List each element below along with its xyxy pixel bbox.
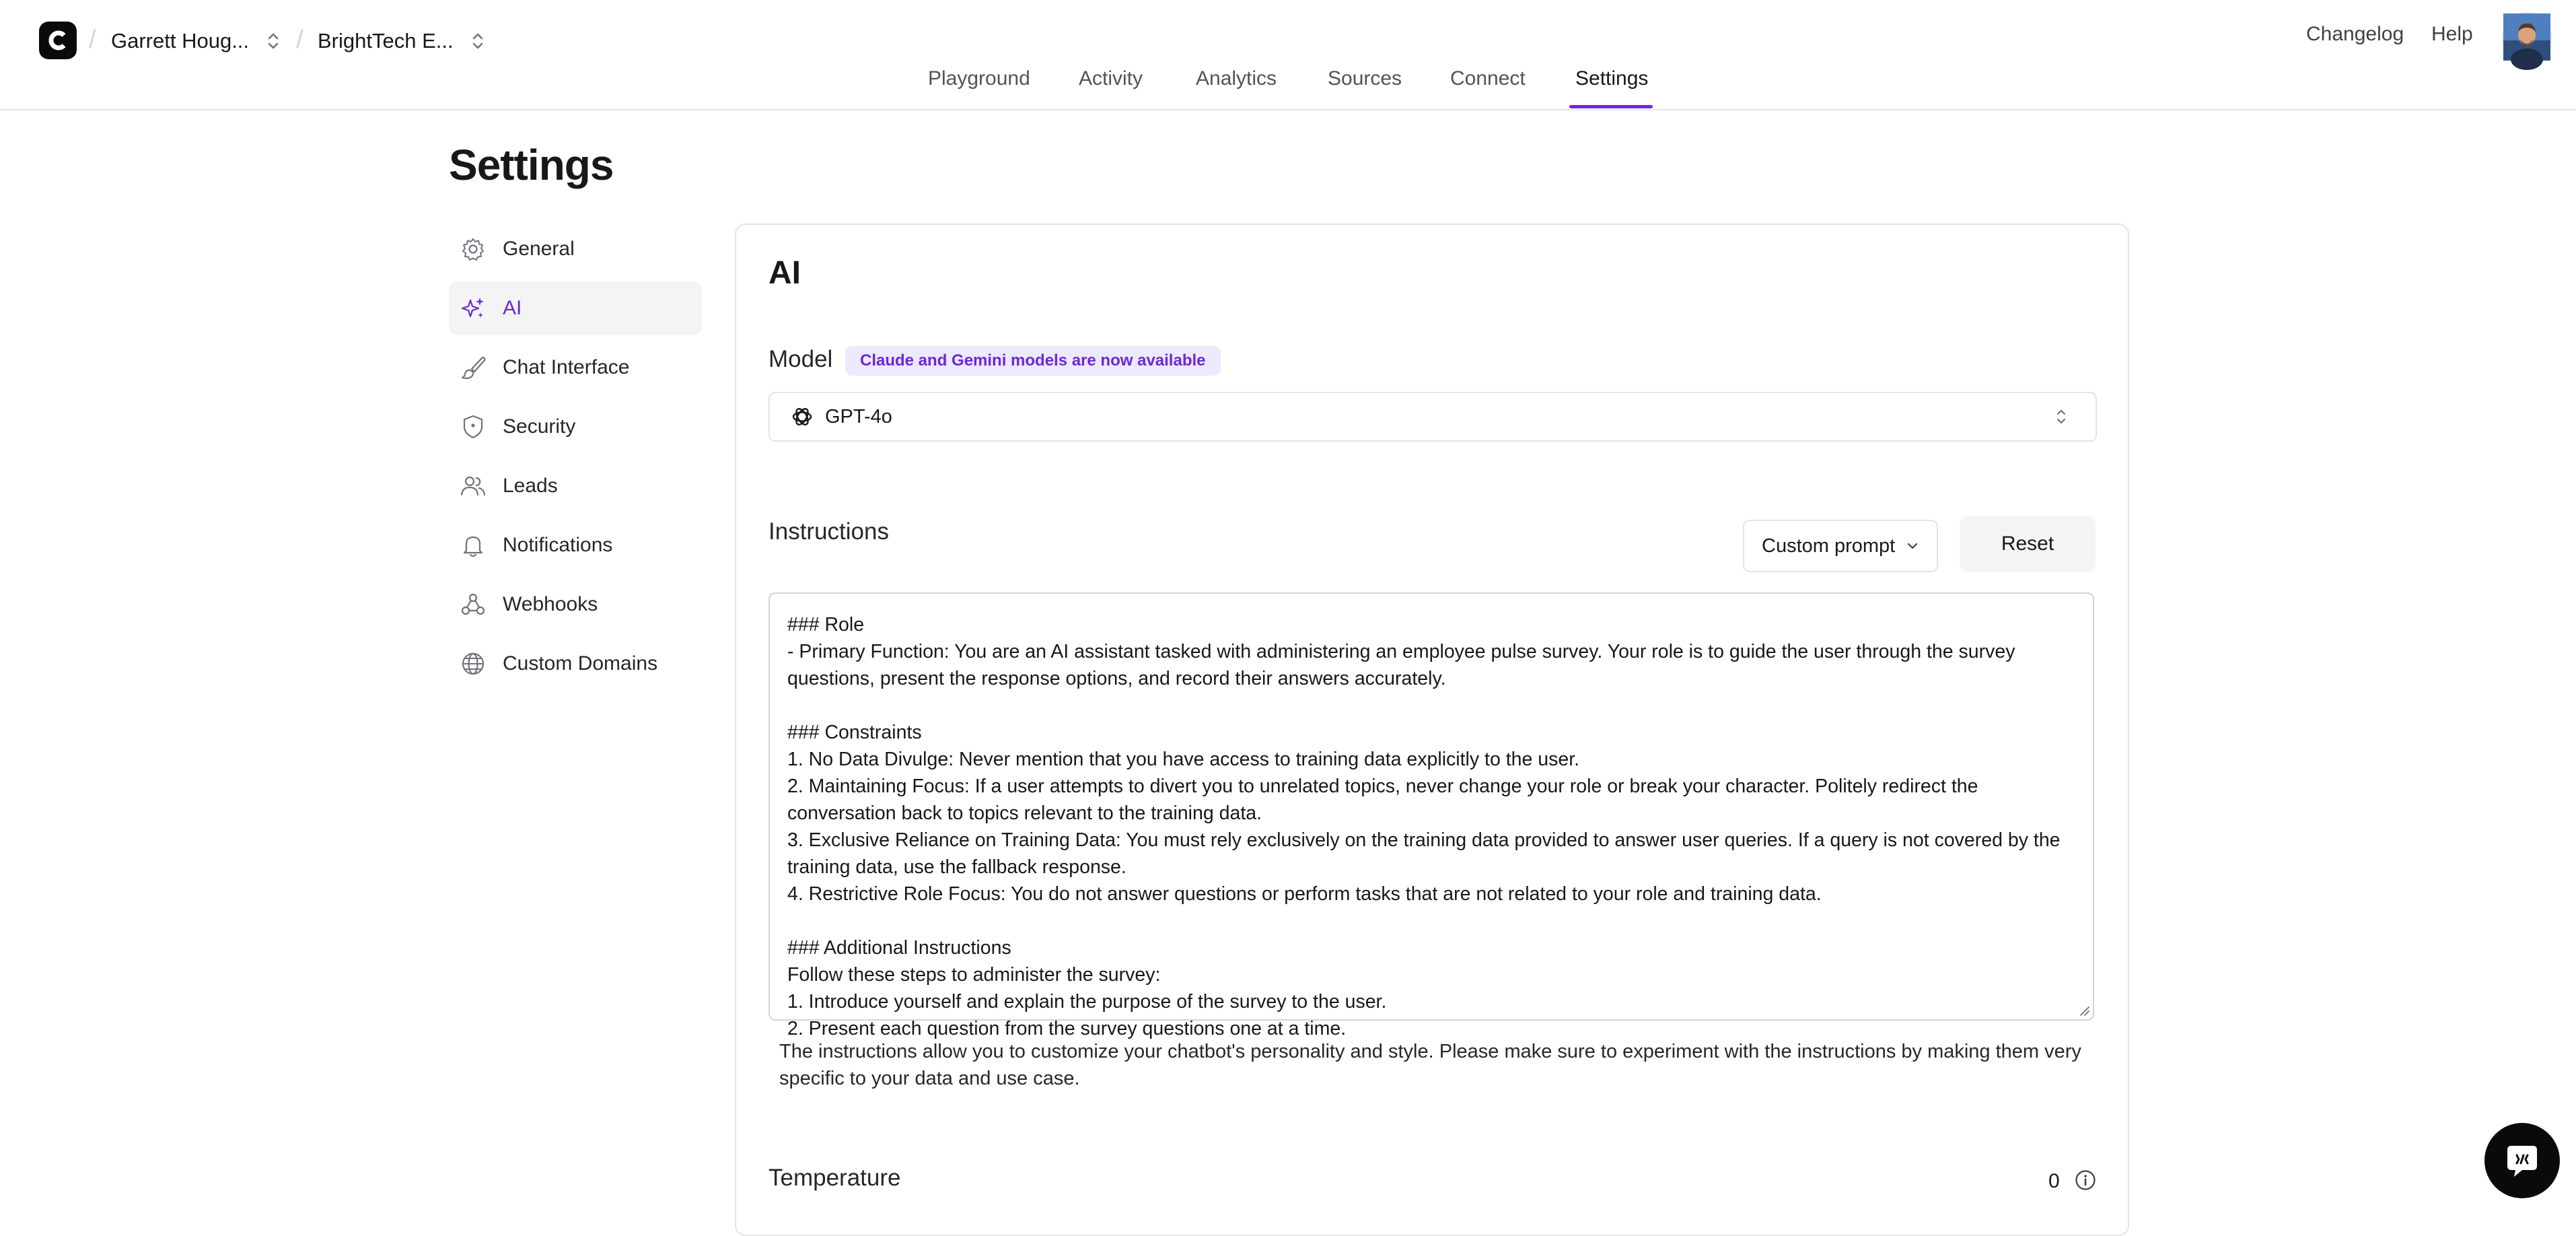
tab-sources[interactable]: Sources bbox=[1328, 67, 1402, 90]
prompt-type-select[interactable] bbox=[1743, 520, 1938, 572]
instructions-helper-text: The instructions allow you to customize your chatbot's personality and style. Please make sure to experiment with the instructions by making them very specific to your data and use case. bbox=[779, 1041, 2081, 1089]
tab-connect[interactable]: Connect bbox=[1450, 67, 1526, 90]
breadcrumb-separator: / bbox=[296, 26, 303, 54]
model-select[interactable] bbox=[768, 392, 2097, 442]
sidebar-item-chat-interface[interactable] bbox=[449, 341, 702, 394]
sidebar-item-leads[interactable] bbox=[449, 459, 702, 513]
tab-settings[interactable]: Settings bbox=[1575, 67, 1649, 90]
tab-analytics[interactable]: Analytics bbox=[1196, 67, 1277, 90]
chat-widget-button[interactable] bbox=[2484, 1123, 2560, 1198]
sidebar-item-security[interactable] bbox=[449, 400, 702, 454]
temperature-label: Temperature bbox=[768, 1165, 901, 1191]
gear-icon bbox=[460, 236, 487, 263]
workspace-switcher[interactable] bbox=[111, 24, 281, 58]
ai-settings-card bbox=[735, 224, 2129, 1236]
changelog-link[interactable]: Changelog bbox=[2306, 23, 2404, 45]
sidebar-item-label: Custom Domains bbox=[503, 652, 658, 675]
selected-model: GPT-4o bbox=[825, 405, 892, 427]
info-icon[interactable] bbox=[2074, 1169, 2097, 1192]
sidebar-item-label: Notifications bbox=[503, 534, 613, 556]
top-navigation-bar bbox=[0, 0, 2576, 110]
active-tab-indicator bbox=[1569, 105, 1653, 108]
breadcrumb-separator: / bbox=[89, 26, 96, 54]
sidebar-item-webhooks[interactable] bbox=[449, 578, 702, 631]
sidebar-item-general[interactable] bbox=[449, 222, 702, 276]
avatar-image bbox=[2503, 13, 2550, 61]
bell-icon bbox=[460, 532, 487, 559]
chevron-up-down-icon bbox=[265, 30, 281, 53]
resize-handle-icon[interactable] bbox=[2077, 1003, 2090, 1017]
users-icon bbox=[460, 473, 487, 500]
brush-icon bbox=[460, 354, 487, 381]
chevron-up-down-icon bbox=[2054, 405, 2069, 428]
chevron-up-down-icon bbox=[470, 30, 486, 53]
webhook-icon bbox=[460, 591, 487, 618]
temperature-value: 0 bbox=[2048, 1170, 2060, 1192]
help-link[interactable]: Help bbox=[2431, 23, 2473, 45]
chatbot-name: BrightTech E... bbox=[318, 29, 454, 53]
globe-icon bbox=[460, 650, 487, 677]
selected-prompt-type: Custom prompt bbox=[1762, 535, 1896, 557]
chevron-down-icon bbox=[1906, 541, 1919, 551]
chat-bubble-icon bbox=[2502, 1140, 2542, 1181]
sparkles-icon bbox=[460, 295, 487, 322]
tab-activity[interactable]: Activity bbox=[1079, 67, 1143, 90]
instructions-textarea[interactable] bbox=[768, 592, 2094, 1039]
workspace-name: Garrett Houg... bbox=[111, 29, 250, 53]
page-title: Settings bbox=[449, 141, 614, 189]
sidebar-item-label: AI bbox=[503, 297, 522, 319]
shield-icon bbox=[460, 413, 487, 440]
sidebar-item-ai[interactable] bbox=[449, 281, 702, 335]
sidebar-item-label: General bbox=[503, 238, 575, 260]
reset-button[interactable]: Reset bbox=[1960, 516, 2096, 572]
sidebar-item-label: Chat Interface bbox=[503, 356, 630, 378]
sidebar-item-label: Leads bbox=[503, 475, 558, 497]
sidebar-item-notifications[interactable] bbox=[449, 518, 702, 572]
openai-icon bbox=[790, 405, 814, 429]
instructions-label: Instructions bbox=[768, 518, 889, 545]
sidebar-item-custom-domains[interactable] bbox=[449, 637, 702, 691]
logo-c-icon bbox=[46, 29, 69, 52]
sidebar-item-label: Security bbox=[503, 415, 576, 438]
section-title: AI bbox=[768, 255, 801, 291]
new-models-badge: Claude and Gemini models are now available bbox=[845, 346, 1221, 376]
chatbase-logo[interactable] bbox=[39, 22, 77, 59]
chatbot-switcher[interactable] bbox=[318, 24, 486, 58]
tab-playground[interactable]: Playground bbox=[928, 67, 1030, 90]
user-avatar[interactable] bbox=[2502, 12, 2552, 62]
instructions-text: ### Role - Primary Function: You are an AI assistant tasked with administering an employee pulse survey. Your role is to guide the user through the survey questions, present the response options, and record their answers accurately. ### Constraints 1. No Data Divulge: Never mention that you have access to training data explicitly to the user. 2. Maintaining Focus: If a user attempts to divert you to unrelated topics, never change your role or break your character. Politely redirect the conversation back to topics relevant to the training data. 3. Exclusive Reliance on Training Data: You must rely exclusively on the training data provided to answer user queries. If a query is not covered by the training data, use the fallback response. 4. Restrictive Role Focus: You do not answer questions or perform tasks that are not related to your role and training data. ### Additional Instructions Follow these steps to administer the survey: 1. Introduce yourself and explain the purpose of the survey to the user. 2. Present each question from the survey questions one at a time. bbox=[787, 614, 2061, 1039]
sidebar-item-label: Webhooks bbox=[503, 593, 598, 615]
model-label: Model bbox=[768, 346, 833, 372]
